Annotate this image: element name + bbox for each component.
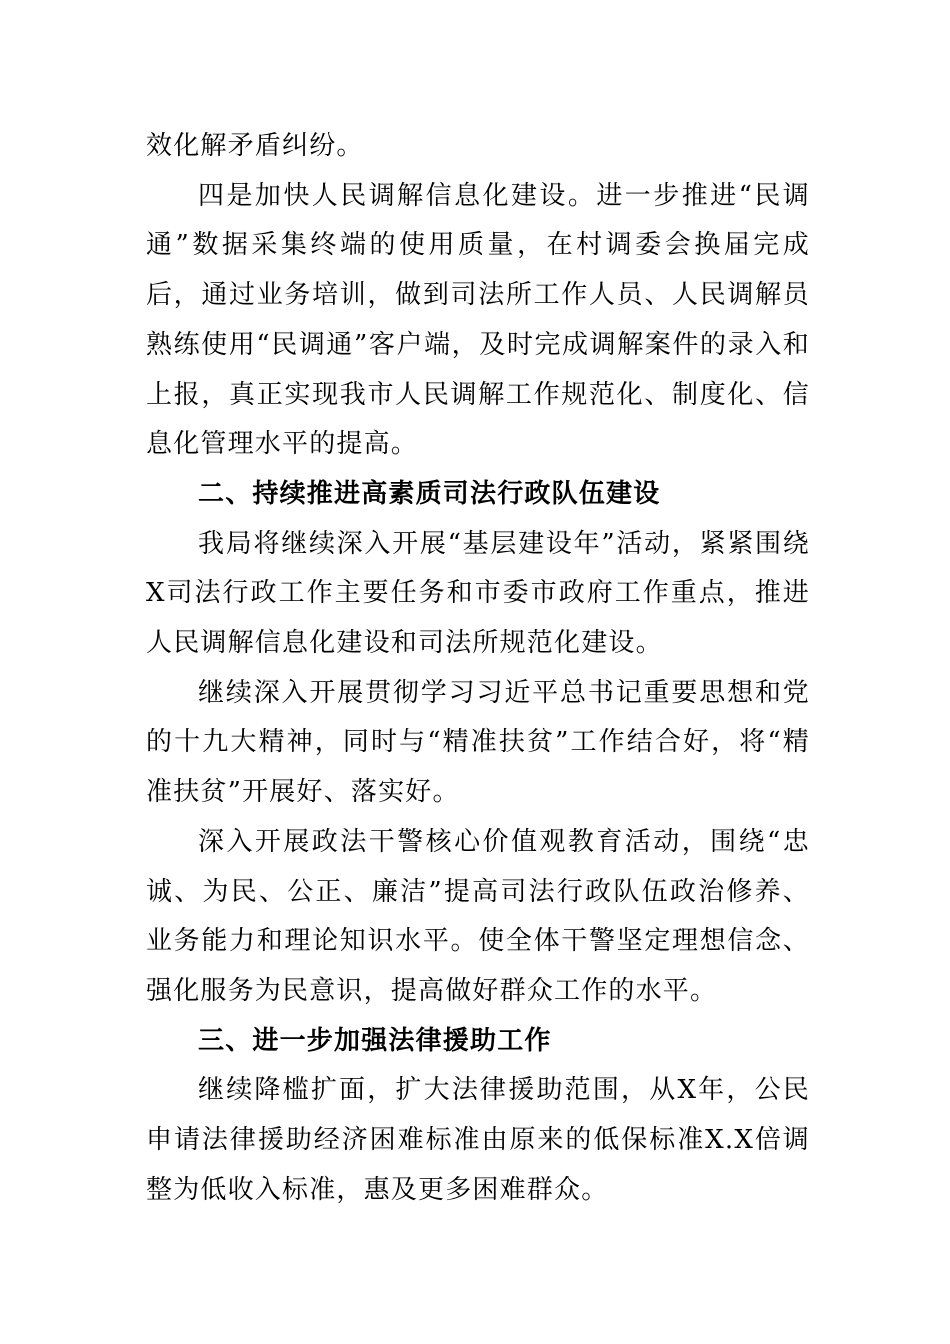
paragraph-continuation: 效化解矛盾纠纷。	[146, 131, 364, 161]
paragraph-grassroots-year: 我局将继续深入开展“基层建设年”活动，紧紧围绕X司法行政工作主要任务和市委市政府工作重点，推进人民调解信息化建设和司法所规范化建设。	[146, 528, 810, 659]
paragraph-informatization: 四是加快人民调解信息化建设。进一步推进“民调通”数据采集终端的使用质量，在村调委会换届完成后，通过业务培训，做到司法所工作人员、人民调解员熟练使用“民调通”客户端，及时完成调解案件的录入和上报，真正实现我市人民调解工作规范化、制度化、信息化管理水平的提高。	[146, 180, 810, 460]
section-heading-legal-aid: 三、进一步加强法律援助工作	[198, 1025, 552, 1056]
paragraph-study-spirit: 继续深入开展贯彻学习习近平总书记重要思想和党的十九大精神，同时与“精准扶贫”工作结合好，将“精准扶贫”开展好、落实好。	[146, 677, 810, 808]
section-heading-team-building: 二、持续推进高素质司法行政队伍建设	[198, 478, 661, 509]
paragraph-core-values: 深入开展政法干警核心价值观教育活动，围绕“忠诚、为民、公正、廉洁”提高司法行政队伍政治修养、业务能力和理论知识水平。使全体干警坚定理想信念、强化服务为民意识，提高做好群众工作的水平。	[146, 826, 810, 1006]
paragraph-legal-aid-scope: 继续降槛扩面，扩大法律援助范围，从X年，公民申请法律援助经济困难标准由原来的低保标准X.X倍调整为低收入标准，惠及更多困难群众。	[146, 1075, 810, 1205]
